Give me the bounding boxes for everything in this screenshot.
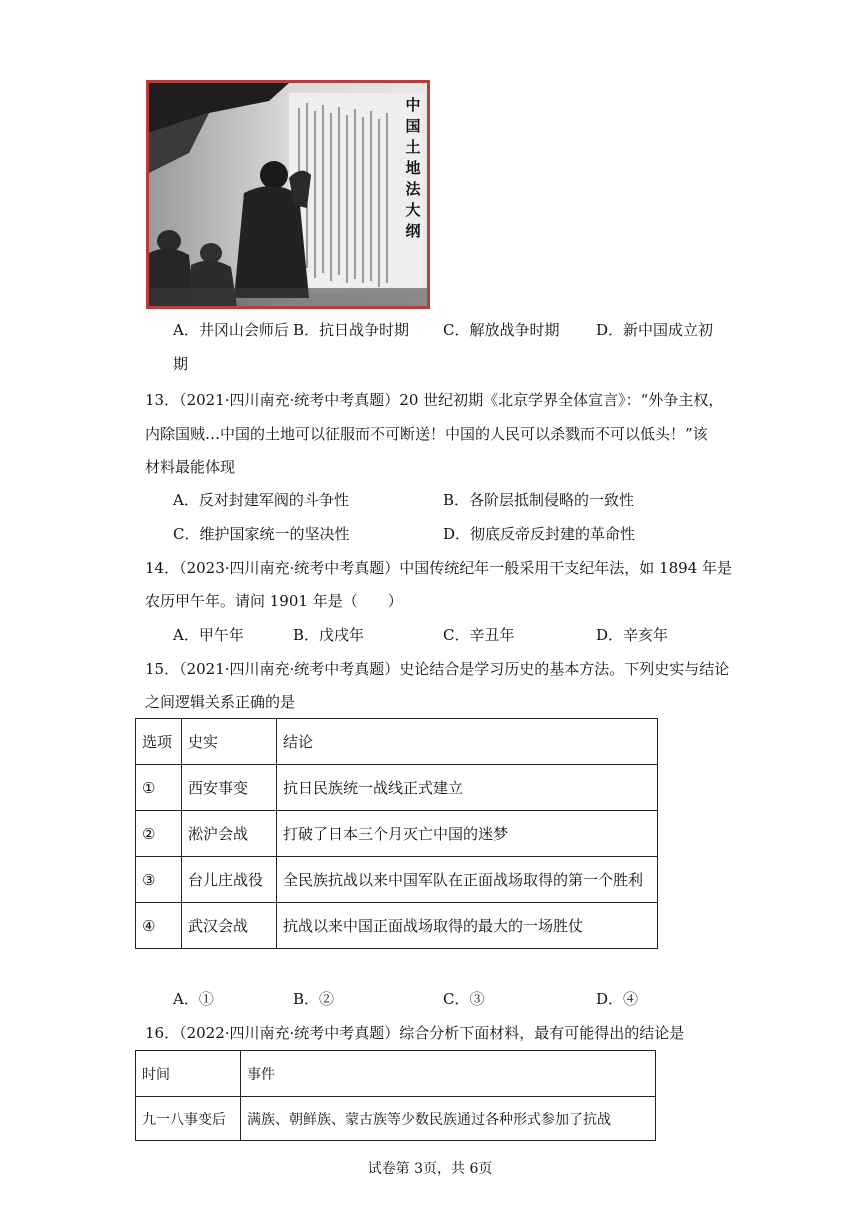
q15-option-a[interactable]: A．① [173, 990, 214, 1008]
q12-option-d-wrap: 期 [173, 355, 189, 373]
title-char: 国 [405, 117, 421, 135]
title-char: 土 [405, 138, 421, 156]
table-header-cell: 结论 [277, 719, 658, 765]
q14-stem-line-1: 14．（2023·四川南充·统考中考真题）中国传统纪年一般采用干支纪年法，如 1894 年是 [145, 559, 733, 577]
table-header-cell: 史实 [182, 719, 277, 765]
q15-stem-line-1: 15．（2021·四川南充·统考中考真题）史论结合是学习历史的基本方法。下列史实与结论 [145, 660, 730, 678]
table-header-cell: 选项 [136, 719, 182, 765]
q12-option-b[interactable]: B．抗日战争时期 [293, 321, 410, 339]
table-header-row [136, 1051, 656, 1097]
title-char: 大 [405, 201, 421, 219]
q12-option-d[interactable]: D．新中国成立初 [596, 321, 714, 339]
table-cell: 台儿庄战役 [182, 857, 277, 903]
table-cell: 九一八事变后 [136, 1097, 241, 1141]
q14-option-c[interactable]: C．辛丑年 [443, 626, 515, 644]
title-char: 法 [405, 180, 421, 198]
title-char: 中 [405, 96, 421, 114]
historical-photo [146, 80, 430, 309]
table-cell: ② [136, 811, 182, 857]
q15-option-d[interactable]: D．④ [596, 990, 639, 1008]
table-row [136, 903, 658, 949]
title-char: 地 [405, 159, 421, 177]
table-header-cell: 时间 [136, 1051, 241, 1097]
table-row [136, 857, 658, 903]
table-header-row [136, 719, 658, 765]
q13-stem-line-3: 材料最能体现 [145, 458, 236, 476]
q16-table [135, 1050, 656, 1141]
q15-table [135, 718, 658, 949]
table-cell: 满族、朝鲜族、蒙古族等少数民族通过各种形式参加了抗战 [241, 1097, 656, 1141]
table-cell: 全民族抗战以来中国军队在正面战场取得的第一个胜利 [277, 857, 658, 903]
q14-option-d[interactable]: D．辛亥年 [596, 626, 669, 644]
table-row [136, 1097, 656, 1141]
photo-vertical-title [403, 95, 423, 242]
q13-stem-line-2: 内除国贼…中国的土地可以征服而不可断送！中国的人民可以杀戮而不可以低头！”该 [145, 425, 708, 443]
q15-stem-line-2: 之间逻辑关系正确的是 [145, 693, 296, 711]
q14-option-a[interactable]: A．甲午年 [173, 626, 244, 644]
q13-option-b[interactable]: B．各阶层抵制侵略的一致性 [443, 491, 635, 509]
q13-stem-line-1: 13．（2021·四川南充·统考中考真题）20 世纪初期《北京学界全体宣言》：“外争主权， [145, 391, 724, 409]
q14-option-b[interactable]: B．戊戌年 [293, 626, 365, 644]
table-cell: ③ [136, 857, 182, 903]
q14-stem-line-2: 农历甲午年。请问 1901 年是（ ） [145, 592, 403, 610]
q16-stem: 16．（2022·四川南充·统考中考真题）综合分析下面材料，最有可能得出的结论是 [145, 1024, 685, 1042]
q15-option-b[interactable]: B．② [293, 990, 335, 1008]
q15-option-c[interactable]: C．③ [443, 990, 485, 1008]
q13-option-c[interactable]: C．维护国家统一的坚决性 [173, 525, 350, 543]
table-row [136, 765, 658, 811]
q13-option-a[interactable]: A．反对封建军阀的斗争性 [173, 491, 349, 509]
table-cell: ① [136, 765, 182, 811]
table-header-cell: 事件 [241, 1051, 656, 1097]
page-footer: 试卷第 3页，共 6页 [367, 1161, 493, 1177]
table-cell: 抗日民族统一战线正式建立 [277, 765, 658, 811]
table-cell: 淞沪会战 [182, 811, 277, 857]
table-row [136, 811, 658, 857]
table-cell: 打破了日本三个月灭亡中国的迷梦 [277, 811, 658, 857]
table-cell: 抗战以来中国正面战场取得的最大的一场胜仗 [277, 903, 658, 949]
q12-option-a[interactable]: A．井冈山会师后 [173, 321, 289, 339]
table-cell: 武汉会战 [182, 903, 277, 949]
table-cell: ④ [136, 903, 182, 949]
q12-option-c[interactable]: C．解放战争时期 [443, 321, 560, 339]
title-char: 纲 [405, 222, 421, 240]
table-cell: 西安事变 [182, 765, 277, 811]
q13-option-d[interactable]: D．彻底反帝反封建的革命性 [443, 525, 636, 543]
